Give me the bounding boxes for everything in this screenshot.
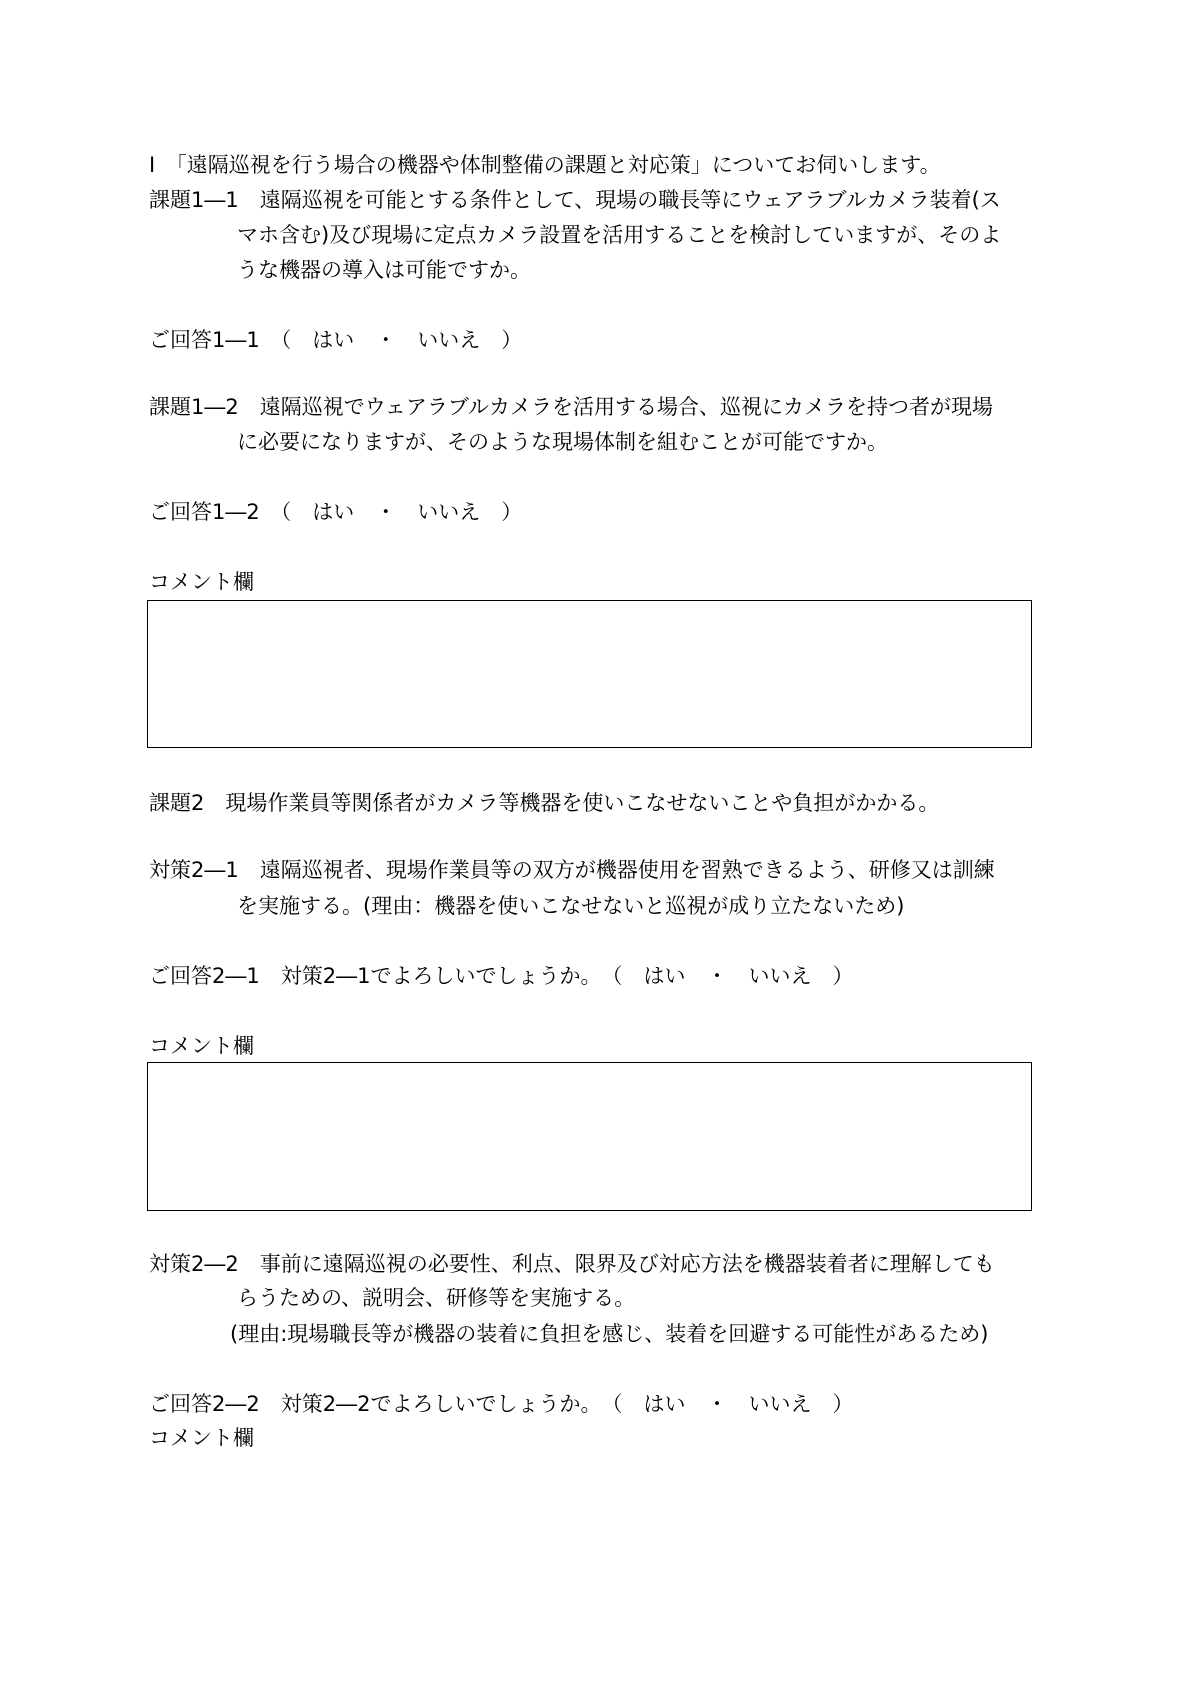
measure-2-2-reason: (理由:現場職長等が機器の装着に負担を感じ、装着を回避する可能性があるため): [230, 1322, 989, 1346]
issue-1-2-line: 課題1―2 遠隔巡視でウェアラブルカメラを活用する場合、巡視にカメラを持つ者が現場: [149, 395, 994, 419]
issue-1-1-line: うな機器の導入は可能ですか。: [237, 258, 531, 282]
issue-2: 課題2 現場作業員等関係者がカメラ等機器を使いこなせないことや負担がかかる。: [149, 791, 940, 815]
comment-label-2-2: コメント欄: [149, 1426, 254, 1450]
measure-2-1-line: を実施する。(理由：機器を使いこなせないと巡視が成り立たないため): [237, 894, 905, 918]
section-heading: Ⅰ 「遠隔巡視を行う場合の機器や体制整備の課題と対応策」についてお伺いします。: [149, 153, 941, 177]
answer-2-1[interactable]: ご回答2―1 対策2―1でよろしいでしょうか。 （ はい ・ いいえ ）: [149, 964, 854, 988]
issue-1-1-line: マホ含む)及び現場に定点カメラ設置を活用することを検討していますが、そのよ: [237, 223, 1002, 247]
measure-2-2-line: らうための、説明会、研修等を実施する。: [237, 1286, 636, 1310]
issue-1-1-line: 課題1―1 遠隔巡視を可能とする条件として、現場の職長等にウェアラブルカメラ装着(ス: [149, 188, 1001, 212]
measure-2-1-line: 対策2―1 遠隔巡視者、現場作業員等の双方が機器使用を習熟できるよう、研修又は訓練: [149, 858, 995, 882]
answer-1-2[interactable]: ご回答1―2 （ はい ・ いいえ ）: [149, 500, 523, 524]
issue-1-2-line: に必要になりますが、そのような現場体制を組むことが可能ですか。: [237, 430, 888, 454]
comment-label-1-2: コメント欄: [149, 570, 254, 594]
measure-2-2-line: 対策2―2 事前に遠隔巡視の必要性、利点、限界及び対応方法を機器装着者に理解しても: [149, 1252, 995, 1276]
comment-box-2-1[interactable]: [147, 1062, 1032, 1211]
comment-label-2-1: コメント欄: [149, 1034, 254, 1058]
answer-1-1[interactable]: ご回答1―1 （ はい ・ いいえ ）: [149, 328, 523, 352]
answer-2-2[interactable]: ご回答2―2 対策2―2でよろしいでしょうか。 （ はい ・ いいえ ）: [149, 1392, 854, 1416]
comment-box-1-2[interactable]: [147, 600, 1032, 748]
